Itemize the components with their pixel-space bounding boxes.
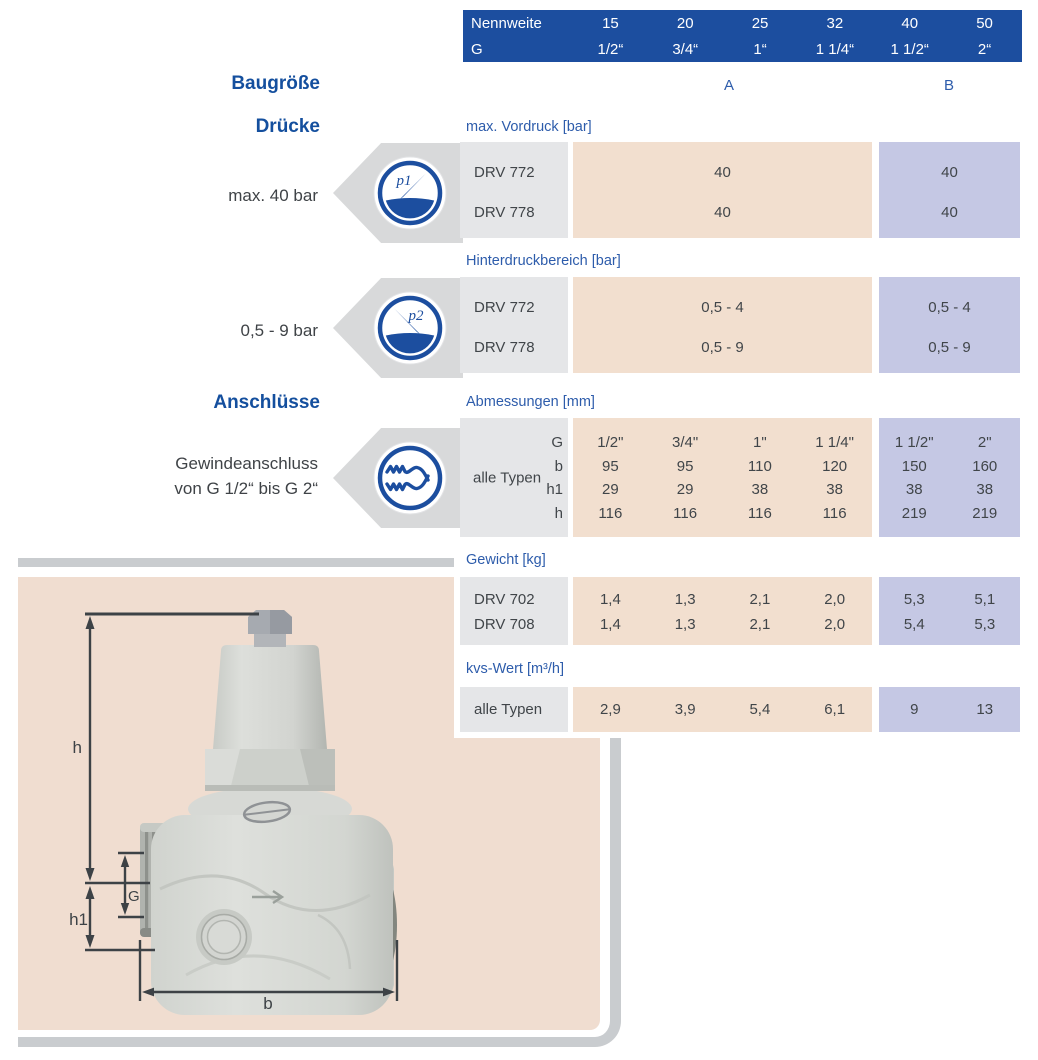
value-cell: 2,1 (749, 616, 771, 633)
value-cell: 5,3 (903, 591, 925, 608)
value-cell: 1 1/4" (815, 434, 854, 451)
value-cell: 1/2" (597, 434, 624, 451)
kvs-table (0, 687, 1038, 732)
value-cell: 29 (676, 481, 694, 498)
value-cell: 29 (602, 481, 619, 498)
abmessungen-table (0, 418, 1038, 537)
kvs-row (879, 700, 1020, 720)
value-cell: 120 (822, 457, 848, 475)
value-cell: 40 (714, 204, 731, 221)
nennweite-value: 25 (751, 14, 769, 32)
model-column (460, 142, 568, 238)
nennweite-value: 40 (901, 14, 919, 32)
dim-label-g: G (128, 888, 140, 905)
value-cell: 219 (972, 504, 998, 522)
weight-row (879, 590, 1020, 610)
p2-gauge-icon (372, 290, 448, 366)
value-cell: 40 (714, 164, 731, 181)
value-cell: 40 (941, 164, 958, 181)
value-cell: 38 (976, 481, 994, 498)
dim-label: h1 (546, 481, 563, 498)
model-cell: DRV 702 (474, 591, 535, 608)
model-cell: DRV 708 (474, 616, 535, 633)
p1-gauge-icon (372, 155, 448, 231)
side-label-gewinde-line2: von G 1/2“ bis G 2“ (174, 478, 318, 498)
value-cell: 0,5 - 9 (928, 339, 971, 356)
dim-row-h1 (573, 480, 872, 500)
value-cell: 110 (747, 457, 772, 475)
g-size-value: 1“ (753, 40, 767, 58)
dim-label-h: h (72, 738, 82, 757)
value-cell: 2,1 (749, 591, 771, 608)
size-header-table (463, 10, 1022, 62)
value-cell: 95 (676, 457, 694, 475)
group-b-block (879, 418, 1020, 537)
g-size-value: 1 1/4“ (815, 40, 855, 58)
group-b-block (879, 277, 1020, 373)
g-size-value: 1/2“ (597, 40, 624, 58)
value-cell: 1,4 (599, 616, 621, 633)
value-cell: 9 (910, 700, 919, 718)
value-cell: 1,3 (674, 591, 696, 608)
value-cell: 2" (977, 434, 992, 451)
title-hinterdruck: Hinterdruckbereich [bar] (466, 253, 621, 269)
group-b-block (879, 577, 1020, 645)
gewicht-table (0, 577, 1038, 645)
value-cell: 0,5 - 9 (701, 339, 744, 356)
title-kvs: kvs-Wert [m³/h] (466, 661, 565, 677)
vordruck-table (0, 142, 1038, 238)
g-size-value: 1 1/2“ (890, 40, 929, 58)
dim-row-h1 (879, 480, 1020, 500)
weight-row (573, 615, 872, 635)
dim-row-b (573, 457, 872, 477)
value-cell: 5,4 (749, 700, 771, 718)
title-gewicht: Gewicht [kg] (466, 552, 546, 568)
dim-label: h (554, 504, 563, 522)
group-a-block (573, 418, 872, 537)
model-cell: DRV 778 (474, 339, 535, 356)
dim-row-h (573, 504, 872, 524)
value-cell: 116 (598, 504, 623, 522)
group-a-block (573, 687, 872, 732)
group-a-block (573, 577, 872, 645)
heading-anschluesse: Anschlüsse (213, 392, 320, 413)
nennweite-value: 32 (826, 14, 844, 32)
thread-connection-icon (372, 440, 448, 516)
value-cell: 2,9 (599, 700, 621, 718)
value-cell: 6,1 (824, 700, 846, 718)
value-cell: 0,5 - 4 (701, 299, 744, 316)
value-cell: 0,5 - 4 (928, 299, 971, 316)
svg-text:p1: p1 (396, 173, 412, 189)
group-b-block (879, 142, 1020, 238)
value-cell: 5,3 (974, 616, 996, 633)
g-size-value: 2“ (977, 40, 992, 58)
value-cell: 219 (901, 504, 927, 522)
model-column (460, 577, 568, 645)
g-size-row (463, 37, 1022, 61)
dim-row-g (573, 433, 872, 453)
value-cell: 5,1 (974, 591, 996, 608)
dim-label: G (551, 434, 563, 451)
value-cell: 3,9 (674, 700, 696, 718)
heading-druecke: Drücke (255, 116, 320, 137)
dim-row-h (879, 504, 1020, 524)
model-cell: DRV 772 (474, 299, 535, 316)
nennweite-value: 15 (602, 14, 619, 32)
title-vordruck: max. Vordruck [bar] (466, 119, 592, 135)
value-cell: 1 1/2" (894, 434, 934, 451)
model-column (460, 418, 568, 537)
group-b-block (879, 687, 1020, 732)
value-cell: 1" (753, 434, 767, 451)
nennweite-value: 20 (676, 14, 694, 32)
dim-row-b (879, 457, 1020, 477)
value-cell: 95 (602, 457, 619, 475)
valve-illustration (140, 610, 397, 1015)
alle-typen-label: alle Typen (473, 469, 542, 486)
hinterdruck-table (0, 277, 1038, 373)
group-a-block (573, 277, 872, 373)
value-cell: 1,4 (599, 591, 621, 608)
value-cell: 40 (941, 204, 958, 221)
model-cell: DRV 772 (474, 164, 535, 181)
value-cell: 2,0 (824, 616, 846, 633)
value-cell: 1,3 (674, 616, 696, 633)
heading-baugroesse: Baugröße (231, 73, 320, 94)
model-cell: alle Typen (474, 700, 543, 718)
side-label-hinterdruck: 0,5 - 9 bar (240, 321, 318, 340)
model-column (460, 687, 568, 732)
dim-label-h1: h1 (69, 910, 88, 929)
value-cell: 2,0 (824, 591, 846, 608)
title-abmessungen: Abmessungen [mm] (466, 394, 595, 410)
model-cell: DRV 778 (474, 204, 535, 221)
value-cell: 160 (972, 457, 998, 475)
group-a-block (573, 142, 872, 238)
value-cell: 5,4 (903, 616, 925, 633)
weight-row (573, 590, 872, 610)
nennweite-value: 50 (976, 14, 993, 32)
kvs-row (573, 700, 872, 720)
group-b-label: B (943, 77, 955, 94)
nennweite-row (463, 11, 1022, 35)
svg-text:p2: p2 (408, 308, 424, 324)
side-label-gewinde-line1: Gewindeanschluss (175, 454, 318, 473)
value-cell: 150 (901, 457, 927, 475)
value-cell: 38 (905, 481, 923, 498)
value-cell: 116 (747, 504, 772, 522)
g-size-value: 3/4“ (672, 40, 699, 58)
value-cell: 38 (826, 481, 843, 498)
group-a-label: A (723, 77, 735, 94)
value-cell: 116 (673, 504, 698, 522)
side-label-vordruck: max. 40 bar (228, 186, 318, 205)
value-cell: 116 (822, 504, 847, 522)
weight-row (879, 615, 1020, 635)
g-label: G (471, 40, 483, 58)
value-cell: 38 (751, 481, 769, 498)
value-cell: 13 (976, 700, 994, 718)
dim-label-b: b (263, 994, 273, 1013)
model-column (460, 277, 568, 373)
dim-row-g (879, 433, 1020, 453)
nennweite-label: Nennweite (471, 14, 542, 32)
value-cell: 3/4" (672, 434, 699, 451)
dim-label: b (554, 457, 563, 475)
